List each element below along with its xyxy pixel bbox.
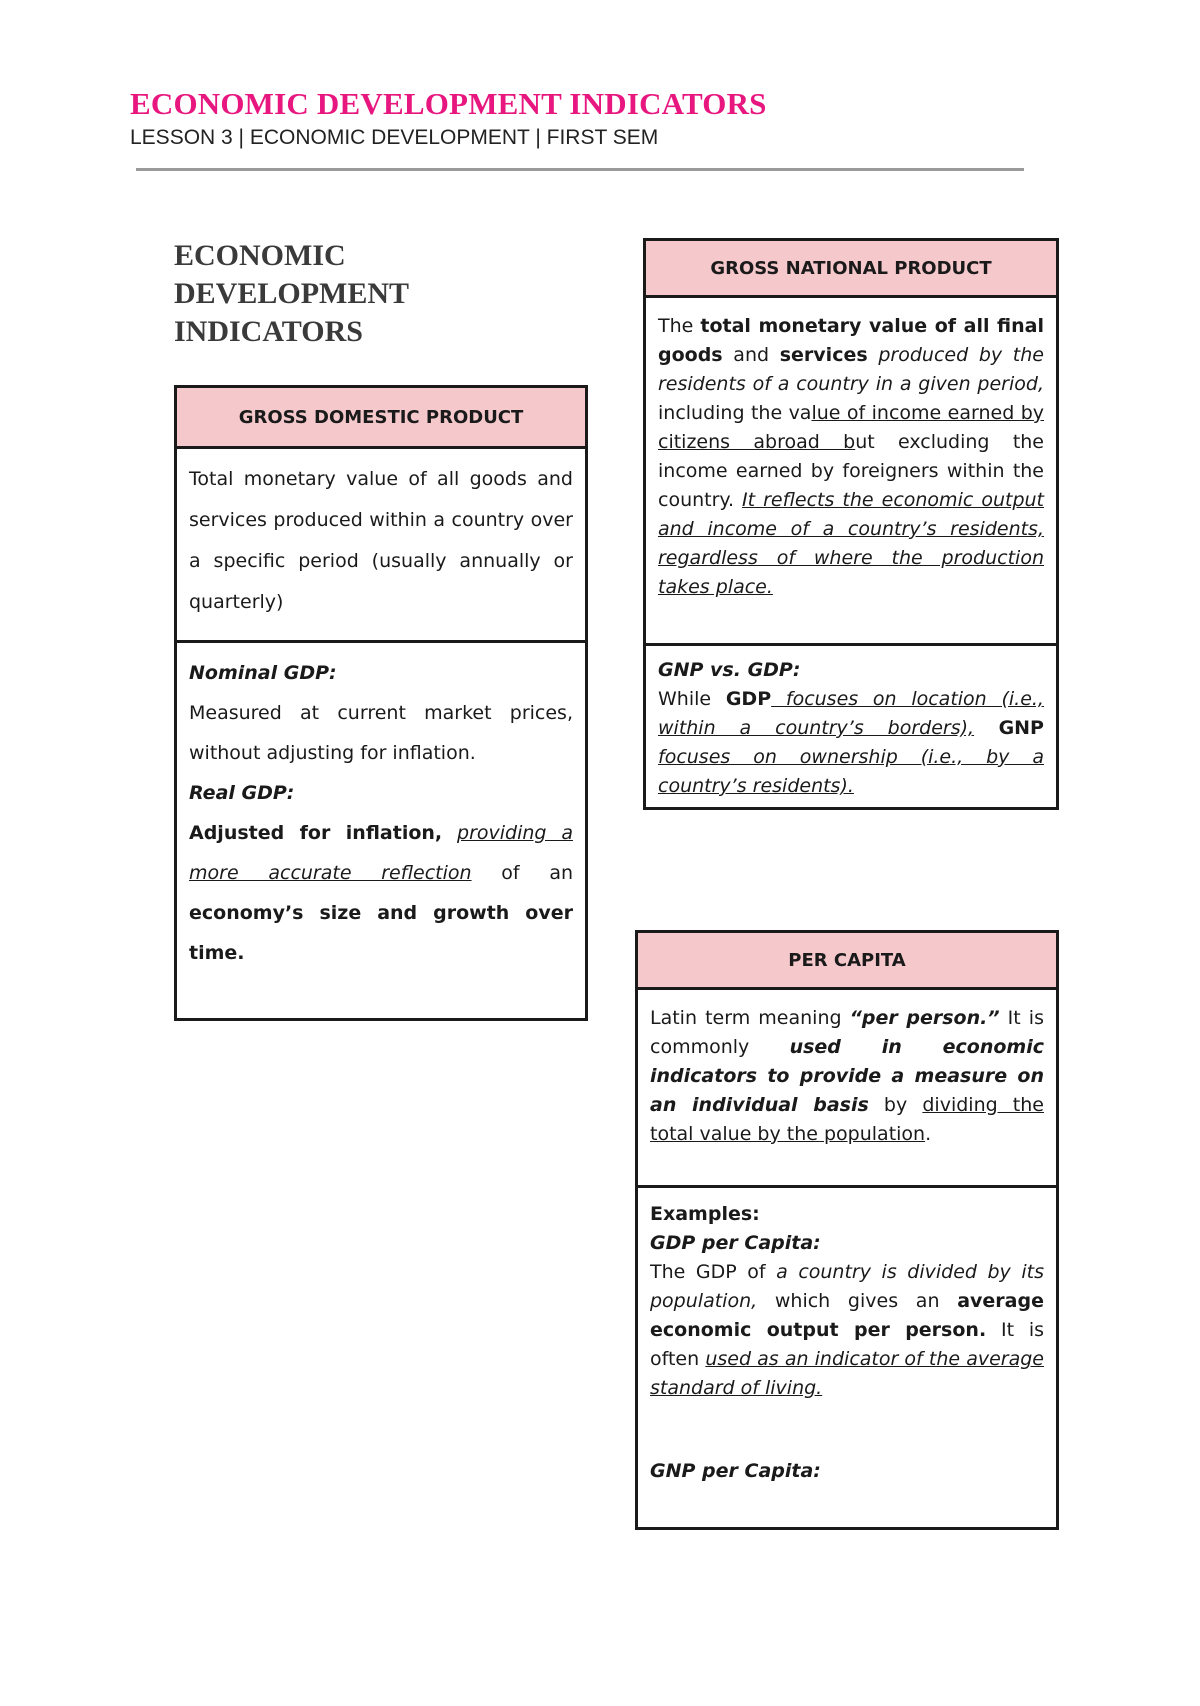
gdp-per-capita-text	[650, 1258, 1044, 1403]
gnp-def-part: total monetary value of all final goods	[658, 315, 1044, 366]
section-title	[174, 237, 409, 351]
gnp-compare-section	[646, 643, 1056, 801]
gnp-vs-gdp-label: GNP vs. GDP:	[658, 659, 801, 681]
pc-def-part: It is commonly	[650, 1007, 1044, 1058]
per-capita-definition	[650, 1004, 1044, 1149]
per-capita-card-heading: PER CAPITA	[638, 933, 1056, 990]
spacer	[650, 1403, 1044, 1457]
real-gdp-text	[189, 813, 573, 973]
gnp-def-part: services	[779, 344, 868, 366]
nominal-gdp-text: Measured at current market prices, without adjusting for inflation.	[189, 702, 573, 764]
real-gdp-mid: of an	[471, 862, 573, 884]
pc-def-part: by	[868, 1094, 923, 1116]
gnp-card-heading: GROSS NATIONAL PRODUCT	[646, 241, 1056, 298]
real-gdp-tail: economy’s size and growth over time.	[189, 902, 573, 964]
real-gdp-label: Real GDP:	[189, 782, 295, 804]
gnp-def-part: ut excluding the income earned by foreigners within the country.	[658, 431, 1044, 511]
section-title-line: ECONOMIC	[174, 239, 346, 272]
per-capita-definition-section	[638, 990, 1056, 1185]
gdp-definition: Total monetary value of all goods and services produced within a country over a specific period (usually annually or quarterly)	[189, 468, 573, 613]
real-gdp-bold: Adjusted for inflation,	[189, 822, 443, 844]
gnp-def-part: It reflects the economic output and income of a country’s residents, regardless of where the production takes place.	[658, 489, 1044, 598]
gnp-compare-part: GNP	[974, 717, 1044, 739]
gdp-types-section	[177, 640, 585, 973]
gnp-card	[643, 238, 1059, 810]
gnp-definition	[658, 312, 1044, 602]
gdp-pc-part: a country is divided by its population,	[650, 1261, 1044, 1312]
gnp-compare-part: While	[658, 688, 726, 710]
pc-def-part: Latin term meaning	[650, 1007, 850, 1029]
nominal-gdp-label: Nominal GDP:	[189, 662, 337, 684]
gnp-def-part: including the va	[658, 402, 812, 424]
pc-def-part: “per person.”	[849, 1007, 1000, 1029]
per-capita-examples-section	[638, 1185, 1056, 1486]
pc-def-part: .	[925, 1123, 932, 1145]
header-divider	[136, 168, 1024, 171]
gdp-pc-part: The GDP of	[650, 1261, 777, 1283]
per-capita-card	[635, 930, 1059, 1530]
pc-def-part: used in economic indicators to provide a measure on an individual basis	[650, 1036, 1044, 1116]
gnp-compare-part: focuses on location (i.e., within a country’s borders),	[658, 688, 1044, 739]
gnp-vs-gdp-text	[658, 685, 1044, 801]
gnp-def-part: and	[722, 344, 780, 366]
gnp-def-part	[868, 344, 879, 366]
gnp-def-part: The	[658, 315, 701, 337]
section-title-line: DEVELOPMENT	[174, 277, 410, 310]
gnp-definition-section	[646, 298, 1056, 643]
gdp-card-heading: GROSS DOMESTIC PRODUCT	[177, 388, 585, 449]
gnp-compare-part: GDP	[725, 688, 772, 710]
gdp-definition-section	[177, 449, 585, 640]
examples-label: Examples:	[650, 1203, 760, 1225]
gdp-card	[174, 385, 588, 1021]
gdp-pc-part: which gives an	[757, 1290, 958, 1312]
pc-def-part: dividing the total value by the population	[650, 1094, 1044, 1145]
gnp-compare-part: focuses on ownership (i.e., by a country’s residents).	[658, 746, 1044, 797]
gdp-pc-part: average economic output per person.	[650, 1290, 1044, 1341]
gnp-def-part: produced by the residents of a country in a given period,	[658, 344, 1044, 395]
real-gdp-underline: providing a more accurate reflection	[189, 822, 573, 884]
gdp-per-capita-label: GDP per Capita:	[650, 1232, 821, 1254]
gdp-pc-part: used as an indicator of the average standard of living.	[650, 1348, 1044, 1399]
gnp-per-capita-label: GNP per Capita:	[650, 1460, 821, 1482]
gdp-pc-part: It is often	[650, 1319, 1044, 1370]
section-title-line: INDICATORS	[174, 315, 363, 348]
gnp-def-part: lue of income earned by citizens abroad b	[658, 402, 1044, 453]
page-title: ECONOMIC DEVELOPMENT INDICATORS	[130, 86, 767, 121]
page-subtitle: LESSON 3 | ECONOMIC DEVELOPMENT | FIRST SEM	[130, 126, 659, 149]
